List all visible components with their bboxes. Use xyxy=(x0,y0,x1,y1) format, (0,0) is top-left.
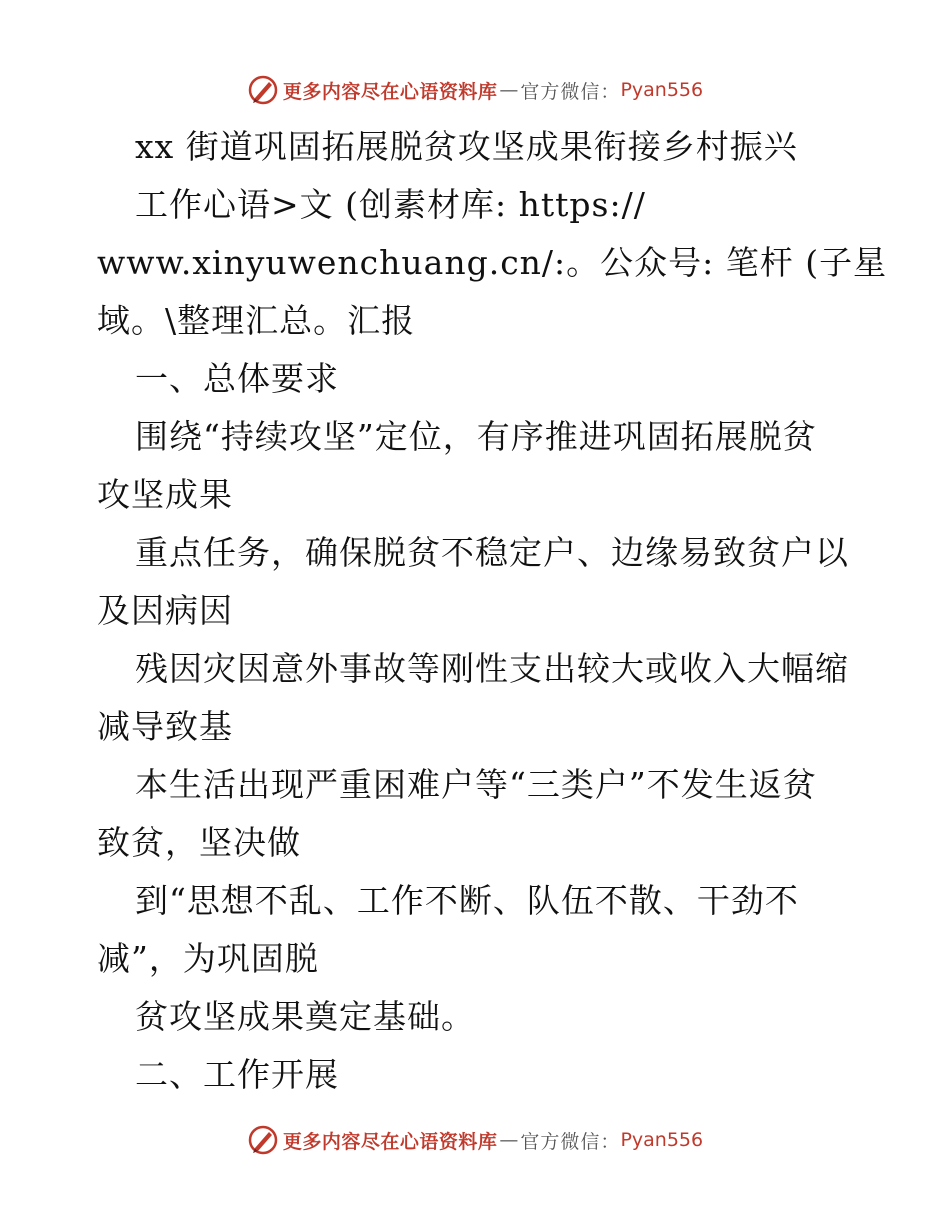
watermark-label: 官方微信： xyxy=(520,1130,621,1153)
watermark-wechat-id: Pyan556 xyxy=(620,79,704,101)
pen-logo-icon xyxy=(247,1124,279,1156)
paragraph-line: 减导致基 xyxy=(97,707,233,746)
paragraph-line: 重点任务，确保脱贫不稳定户、边缘易致贫户以 xyxy=(135,533,849,572)
paragraph-line: 到“思想不乱、工作不断、队伍不散、干劲不 xyxy=(135,881,799,920)
paragraph-line: 残因灾因意外事故等刚性支出较大或收入大幅缩 xyxy=(135,649,849,688)
paragraph-line: 及因病因 xyxy=(97,591,233,630)
section-heading-2: 二、工作开展 xyxy=(135,1055,339,1094)
watermark-wechat-id: Pyan556 xyxy=(620,1129,704,1151)
watermark-dash: — xyxy=(499,1129,519,1151)
title-line-2: 工作心语>文 (创素材库: https:// xyxy=(135,185,646,224)
paragraph-line: 攻坚成果 xyxy=(97,475,233,514)
watermark-brand: 更多内容尽在心语资料库 xyxy=(282,1130,498,1153)
pen-logo-icon xyxy=(247,74,279,106)
paragraph-line: 贫攻坚成果奠定基础。 xyxy=(135,997,475,1036)
header-watermark xyxy=(0,70,950,110)
watermark-label: 官方微信： xyxy=(520,80,621,103)
watermark-brand: 更多内容尽在心语资料库 xyxy=(282,80,498,103)
footer-watermark xyxy=(0,1120,950,1160)
paragraph-line: 本生活出现严重困难户等“三类户”不发生返贫 xyxy=(135,765,817,804)
paragraph-line: 围绕“持续攻坚”定位，有序推进巩固拓展脱贫 xyxy=(135,417,817,456)
paragraph-line: 致贫，坚决做 xyxy=(97,823,301,862)
title-line-3: www.xinyuwenchuang.cn/:。公众号: 笔杆 (子星 xyxy=(97,243,888,282)
title-line-1: xx 街道巩固拓展脱贫攻坚成果衔接乡村振兴 xyxy=(135,127,798,166)
section-heading-1: 一、总体要求 xyxy=(135,359,339,398)
watermark-dash: — xyxy=(499,79,519,101)
title-line-4: 域。\整理汇总。汇报 xyxy=(97,301,416,340)
paragraph-line: 减”，为巩固脱 xyxy=(97,939,319,978)
document-body xyxy=(97,118,888,1104)
